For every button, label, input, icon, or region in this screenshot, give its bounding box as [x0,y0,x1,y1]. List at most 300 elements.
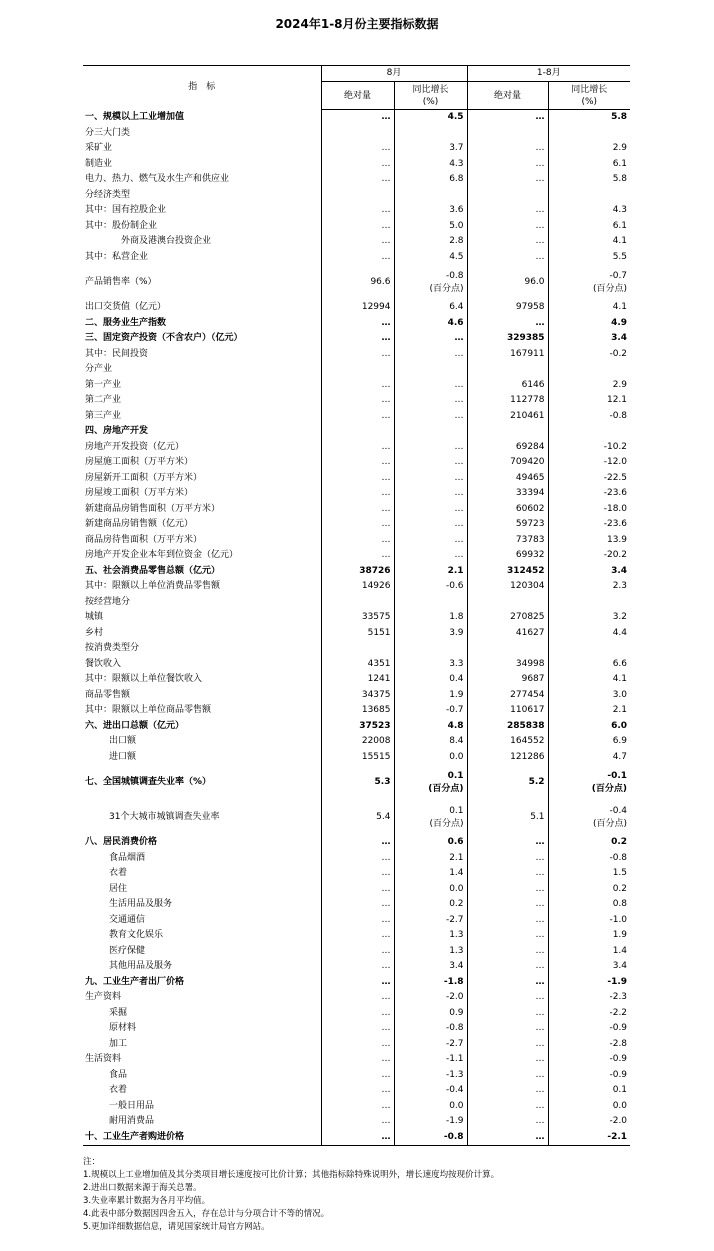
cell-c3: … [467,1006,548,1022]
row-label: 其中：限额以上单位餐饮收入 [83,672,321,688]
table-row [83,1068,630,1084]
cell-c2: -2.7 [394,1037,467,1053]
row-label: 十、工业生产者购进价格 [83,1130,321,1146]
cell-c3: … [467,1099,548,1115]
cell-c4: 1.9 [612,930,628,940]
cell-c4: 0.1 [612,1085,628,1095]
cell-c4: 2.1 [612,705,628,715]
cell-c4: 3.0 [612,689,628,700]
cell-c1: … [321,347,394,363]
cell-c4: 0.0 [612,1100,628,1111]
cell-c2: 0.0 [394,882,467,898]
cell-c3: 312452 [467,564,548,580]
row-label: 四、房地产开发 [83,424,321,440]
cell-unit: (百分点) [591,783,628,794]
table-row [83,800,630,835]
table-row [83,734,630,750]
cell-c2: 1.9 [394,688,467,704]
cell-c2: 1.3 [394,944,467,960]
table-row [83,1083,630,1099]
table-row [83,219,630,235]
cell-c3: 96.0 [467,265,548,300]
row-label: 生活用品及服务 [83,897,321,913]
row-label: 其中：国有控股企业 [83,203,321,219]
cell-c4: -20.2 [603,550,628,560]
cell-c3: … [467,944,548,960]
row-label: 其中：私营企业 [83,250,321,266]
footnote-line: 4.此表中部分数据因四舍五入，存在总计与分项合计不等的情况。 [83,1209,330,1219]
cell-c2: 3.9 [394,626,467,642]
cell-c1: 33575 [321,610,394,626]
cell-c1: 13685 [321,703,394,719]
cell-c1: … [321,471,394,487]
cell-c3: 69932 [467,548,548,564]
cell-c2 [394,800,467,835]
cell-c4: 4.4 [612,627,628,638]
row-label: 第二产业 [83,393,321,409]
header-yoy-aug [394,82,467,110]
cell-c2 [394,362,467,378]
cell-c4 [548,800,630,835]
row-label: 分产业 [83,362,321,378]
cell-c2: 0.0 [394,750,467,766]
table-row [83,471,630,487]
table-row [83,913,630,929]
cell-c3: … [467,975,548,991]
table-row [83,610,630,626]
table-row [83,765,630,800]
cell-c3: 33394 [467,486,548,502]
footnote-line: 2.进出口数据来源于海关总署。 [83,1183,202,1193]
row-label: 房屋新开工面积（万平方米） [83,471,321,487]
cell-c4: -0.8 [609,410,628,421]
cell-c2: -2.7 [394,913,467,929]
row-label: 新建商品房销售面积（万平方米） [83,502,321,518]
row-label: 按经营地分 [83,595,321,611]
cell-c2: -1.3 [394,1068,467,1084]
cell-c1 [321,595,394,611]
cell-c1: … [321,1052,394,1068]
cell-c2: 0.4 [394,672,467,688]
table-row [83,959,630,975]
cell-c4 [548,188,630,204]
cell-c1 [321,188,394,204]
cell-c2: 4.5 [394,110,467,126]
cell-c4: 6.6 [612,658,628,669]
cell-c2: 2.1 [394,851,467,867]
cell-c3: 164552 [467,734,548,750]
row-label: 商品房待售面积（万平方米） [83,533,321,549]
cell-c3 [467,362,548,378]
table-row [83,455,630,471]
cell-c4: 4.7 [612,751,628,762]
row-label: 采掘 [83,1006,321,1022]
cell-c3: … [467,1021,548,1037]
cell-c4 [548,595,630,611]
cell-c4: -2.2 [609,1007,628,1018]
cell-c3: 285838 [467,719,548,735]
table-row [83,316,630,332]
cell-c2: 1.8 [394,610,467,626]
table-row [83,719,630,735]
cell-c3: … [467,882,548,898]
table-row [83,688,630,704]
row-label: 第三产业 [83,409,321,425]
cell-c3: … [467,1052,548,1068]
cell-c3: … [467,1037,548,1053]
cell-c4: 3.4 [611,565,628,576]
row-label: 其中：限额以上单位消费品零售额 [83,579,321,595]
row-label: 居住 [83,882,321,898]
cell-c4: -1.9 [607,976,628,987]
cell-c3: 34998 [467,657,548,673]
cell-c3: … [467,203,548,219]
footnote-line: 3.失业率累计数据为各月平均值。 [83,1196,211,1206]
cell-c3: 41627 [467,626,548,642]
row-label: 商品零售额 [83,688,321,704]
cell-value: -0.7 [609,270,628,281]
row-label: 六、进出口总额（亿元） [83,719,321,735]
cell-c3: … [467,1130,548,1146]
cell-c4: -12.0 [603,457,628,467]
row-label: 医疗保健 [83,944,321,960]
cell-c4: -1.0 [609,914,628,925]
cell-c4 [548,641,630,657]
cell-c1: … [321,1037,394,1053]
cell-c3: … [467,157,548,173]
cell-c2: 3.7 [394,141,467,157]
row-label: 城镇 [83,610,321,626]
cell-c4: -0.8 [609,852,628,863]
cell-c4: -23.6 [603,488,628,498]
table-row [83,897,630,913]
cell-c2: 2.8 [394,234,467,250]
row-label: 七、全国城镇调查失业率（%） [83,765,321,800]
cell-c1: 5.3 [321,765,394,800]
cell-unit: (百分点) [428,783,464,794]
cell-c2: 4.5 [394,250,467,266]
row-label: 房地产开发企业本年到位资金（亿元） [83,548,321,564]
row-label: 原材料 [83,1021,321,1037]
row-label: 其中：限额以上单位商品零售额 [83,703,321,719]
table-row [83,703,630,719]
table-row [83,234,630,250]
cell-c2 [394,765,467,800]
cell-c3: 120304 [467,579,548,595]
row-label: 房地产开发投资（亿元） [83,440,321,456]
cell-value: -0.8 [445,270,464,281]
cell-c4: 1.5 [612,868,628,878]
cell-value: 0.1 [449,805,464,816]
cell-c3: 329385 [467,331,548,347]
table-row [83,975,630,991]
cell-c2: … [394,440,467,456]
cell-c4: 6.1 [612,220,628,231]
cell-c3: … [467,835,548,851]
table-row [83,1130,630,1146]
row-label: 食品 [83,1068,321,1084]
cell-c4: 5.8 [612,174,628,184]
cell-c2: -0.6 [394,579,467,595]
row-label: 分三大门类 [83,126,321,142]
cell-c2: 4.6 [394,316,467,332]
cell-c3: … [467,866,548,882]
cell-c1 [321,126,394,142]
cell-c1: 37523 [321,719,394,735]
row-label: 出口交货值（亿元） [83,300,321,316]
cell-c4: -2.8 [609,1038,628,1049]
row-label: 五、社会消费品零售总额（亿元） [83,564,321,580]
cell-c2: -0.7 [394,703,467,719]
row-label: 教育文化娱乐 [83,928,321,944]
page-title: 2024年1-8月份主要指标数据 [275,17,439,31]
cell-c3: 49465 [467,471,548,487]
cell-c2: … [394,378,467,394]
cell-c2: 0.0 [394,1099,467,1115]
cell-c3: 5.1 [467,800,548,835]
cell-c2: … [394,347,467,363]
table-body [83,110,630,1146]
cell-c3: 112778 [467,393,548,409]
cell-c3: … [467,219,548,235]
cell-c1: … [321,835,394,851]
table-row [83,203,630,219]
cell-c2: -2.0 [394,990,467,1006]
row-label: 新建商品房销售额（亿元） [83,517,321,533]
cell-c1: 96.6 [321,265,394,300]
table-row [83,1006,630,1022]
cell-c1: … [321,897,394,913]
cell-c2 [394,641,467,657]
cell-unit: (百分点) [593,818,628,829]
cell-c4: 6.0 [611,720,628,731]
row-label: 产品销售率（%） [83,265,321,300]
cell-c3: … [467,1083,548,1099]
cell-c1: … [321,928,394,944]
cell-c2 [394,126,467,142]
row-label: 加工 [83,1037,321,1053]
cell-c1: … [321,882,394,898]
cell-c2: 4.8 [394,719,467,735]
row-label: 其中：股份制企业 [83,219,321,235]
cell-c2: … [394,548,467,564]
table-row [83,300,630,316]
cell-c3: 709420 [467,455,548,471]
header-absolute-ytd: 绝对量 [467,82,548,110]
cell-c2: -1.1 [394,1052,467,1068]
cell-c3: … [467,913,548,929]
cell-value: -0.1 [607,770,628,781]
table-row [83,564,630,580]
table-row [83,502,630,518]
cell-c1: … [321,517,394,533]
cell-c2: 2.1 [394,564,467,580]
cell-c4: 3.4 [611,333,628,343]
header-august: 8月 [321,66,467,82]
cell-c1: 4351 [321,657,394,673]
cell-c4: 4.1 [612,236,628,246]
cell-c4: -0.9 [609,1054,628,1064]
cell-c3: 69284 [467,440,548,456]
cell-c2: 6.8 [394,172,467,188]
cell-c4: -10.2 [603,441,628,452]
header-jan-aug: 1-8月 [467,66,630,82]
cell-c3: … [467,897,548,913]
cell-c3: … [467,110,548,126]
table-row [83,172,630,188]
table-row [83,672,630,688]
cell-c1: … [321,378,394,394]
cell-c1: … [321,203,394,219]
cell-c1: … [321,110,394,126]
cell-c2: -0.8 [394,1130,467,1146]
cell-c2: -0.8 [394,1021,467,1037]
cell-c2: 3.4 [394,959,467,975]
table-row [83,378,630,394]
row-label: 耐用消费品 [83,1114,321,1130]
cell-c3: 270825 [467,610,548,626]
cell-c4 [548,424,630,440]
cell-c2: … [394,409,467,425]
cell-c2: 3.3 [394,657,467,673]
cell-c3: 6146 [467,378,548,394]
cell-c2: 5.0 [394,219,467,235]
table-row [83,1099,630,1115]
cell-c3: … [467,1068,548,1084]
table-row [83,533,630,549]
cell-value: 0.1 [447,770,464,781]
table-row [83,110,630,126]
cell-c4: -2.0 [609,1116,628,1126]
cell-c3: … [467,851,548,867]
cell-c1: 38726 [321,564,394,580]
cell-c1: … [321,548,394,564]
cell-c4 [548,362,630,378]
cell-c1: … [321,990,394,1006]
cell-c1: … [321,393,394,409]
cell-c2: … [394,455,467,471]
header-yoy-label: 同比增长 [571,84,608,95]
cell-c3: 5.2 [467,765,548,800]
cell-c1: … [321,913,394,929]
table-row [83,393,630,409]
table-row [83,1037,630,1053]
table-row [83,1114,630,1130]
row-label: 乡村 [83,626,321,642]
cell-c4: 3.2 [612,612,628,622]
table-row [83,626,630,642]
cell-c4: 4.1 [612,302,628,312]
header-yoy-unit: (%) [422,96,439,107]
row-label: 九、工业生产者出厂价格 [83,975,321,991]
cell-c2 [394,595,467,611]
cell-c3: … [467,1114,548,1130]
cell-c1: … [321,944,394,960]
cell-c4: 5.5 [612,251,628,262]
cell-c3: 60602 [467,502,548,518]
cell-c1: … [321,172,394,188]
cell-c4: 3.4 [612,961,628,971]
cell-c1: 34375 [321,688,394,704]
row-label: 交通通信 [83,913,321,929]
cell-c1: 12994 [321,300,394,316]
cell-c2: … [394,471,467,487]
table-row [83,362,630,378]
cell-c1: … [321,1068,394,1084]
cell-c2: -1.8 [394,975,467,991]
cell-c4: 0.2 [612,883,628,894]
row-label: 三、固定资产投资（不含农户）（亿元） [83,331,321,347]
row-label: 生活资料 [83,1052,321,1068]
cell-c4: 5.8 [611,112,628,122]
cell-c2: … [394,331,467,347]
cell-c2: 6.4 [394,300,467,316]
cell-c3 [467,188,548,204]
row-label: 二、服务业生产指数 [83,316,321,332]
table-row [83,265,630,300]
cell-c2: 3.6 [394,203,467,219]
cell-c4: -0.2 [609,348,628,359]
cell-c4: 4.9 [611,317,628,328]
cell-c2 [394,188,467,204]
cell-c1: … [321,1006,394,1022]
cell-c3: 121286 [467,750,548,766]
cell-c1: … [321,1130,394,1146]
cell-c3: 97958 [467,300,548,316]
cell-c1: 1241 [321,672,394,688]
cell-c1: … [321,502,394,518]
cell-c2: -0.4 [394,1083,467,1099]
table-row [83,1052,630,1068]
cell-c1 [321,424,394,440]
cell-c4: -22.5 [603,472,628,483]
row-label: 其中：民间投资 [83,347,321,363]
header-yoy-unit: (%) [581,96,598,107]
cell-c1: … [321,331,394,347]
cell-c1: … [321,486,394,502]
cell-c1: … [321,1021,394,1037]
row-label: 进口额 [83,750,321,766]
table-row [83,944,630,960]
cell-c3 [467,595,548,611]
cell-c2: 1.3 [394,928,467,944]
header-yoy-label: 同比增长 [412,84,449,95]
cell-c1: … [321,219,394,235]
cell-c2: … [394,393,467,409]
footnotes [83,1156,683,1234]
cell-c4: 13.9 [606,534,628,545]
table-row [83,1021,630,1037]
cell-c4: -2.1 [548,1130,630,1146]
footnote-line: 1.规模以上工业增加值及其分类项目增长速度按可比价计算；其他指标除特殊说明外，增长速度均按现价计算。 [83,1170,500,1180]
table-row [83,409,630,425]
cell-c2: … [394,486,467,502]
cell-c2: 8.4 [394,734,467,750]
table-row [83,579,630,595]
cell-c1 [321,362,394,378]
cell-c4: -23.6 [603,519,628,529]
header-yoy-ytd [548,82,630,110]
cell-c4: 4.3 [612,205,628,215]
row-label: 电力、热力、燃气及水生产和供应业 [83,172,321,188]
table-row [83,440,630,456]
cell-c1: … [321,533,394,549]
cell-c2 [394,265,467,300]
row-label: 分经济类型 [83,188,321,204]
cell-c4: -0.9 [609,1069,628,1080]
cell-c3: 9687 [467,672,548,688]
table-row [83,657,630,673]
